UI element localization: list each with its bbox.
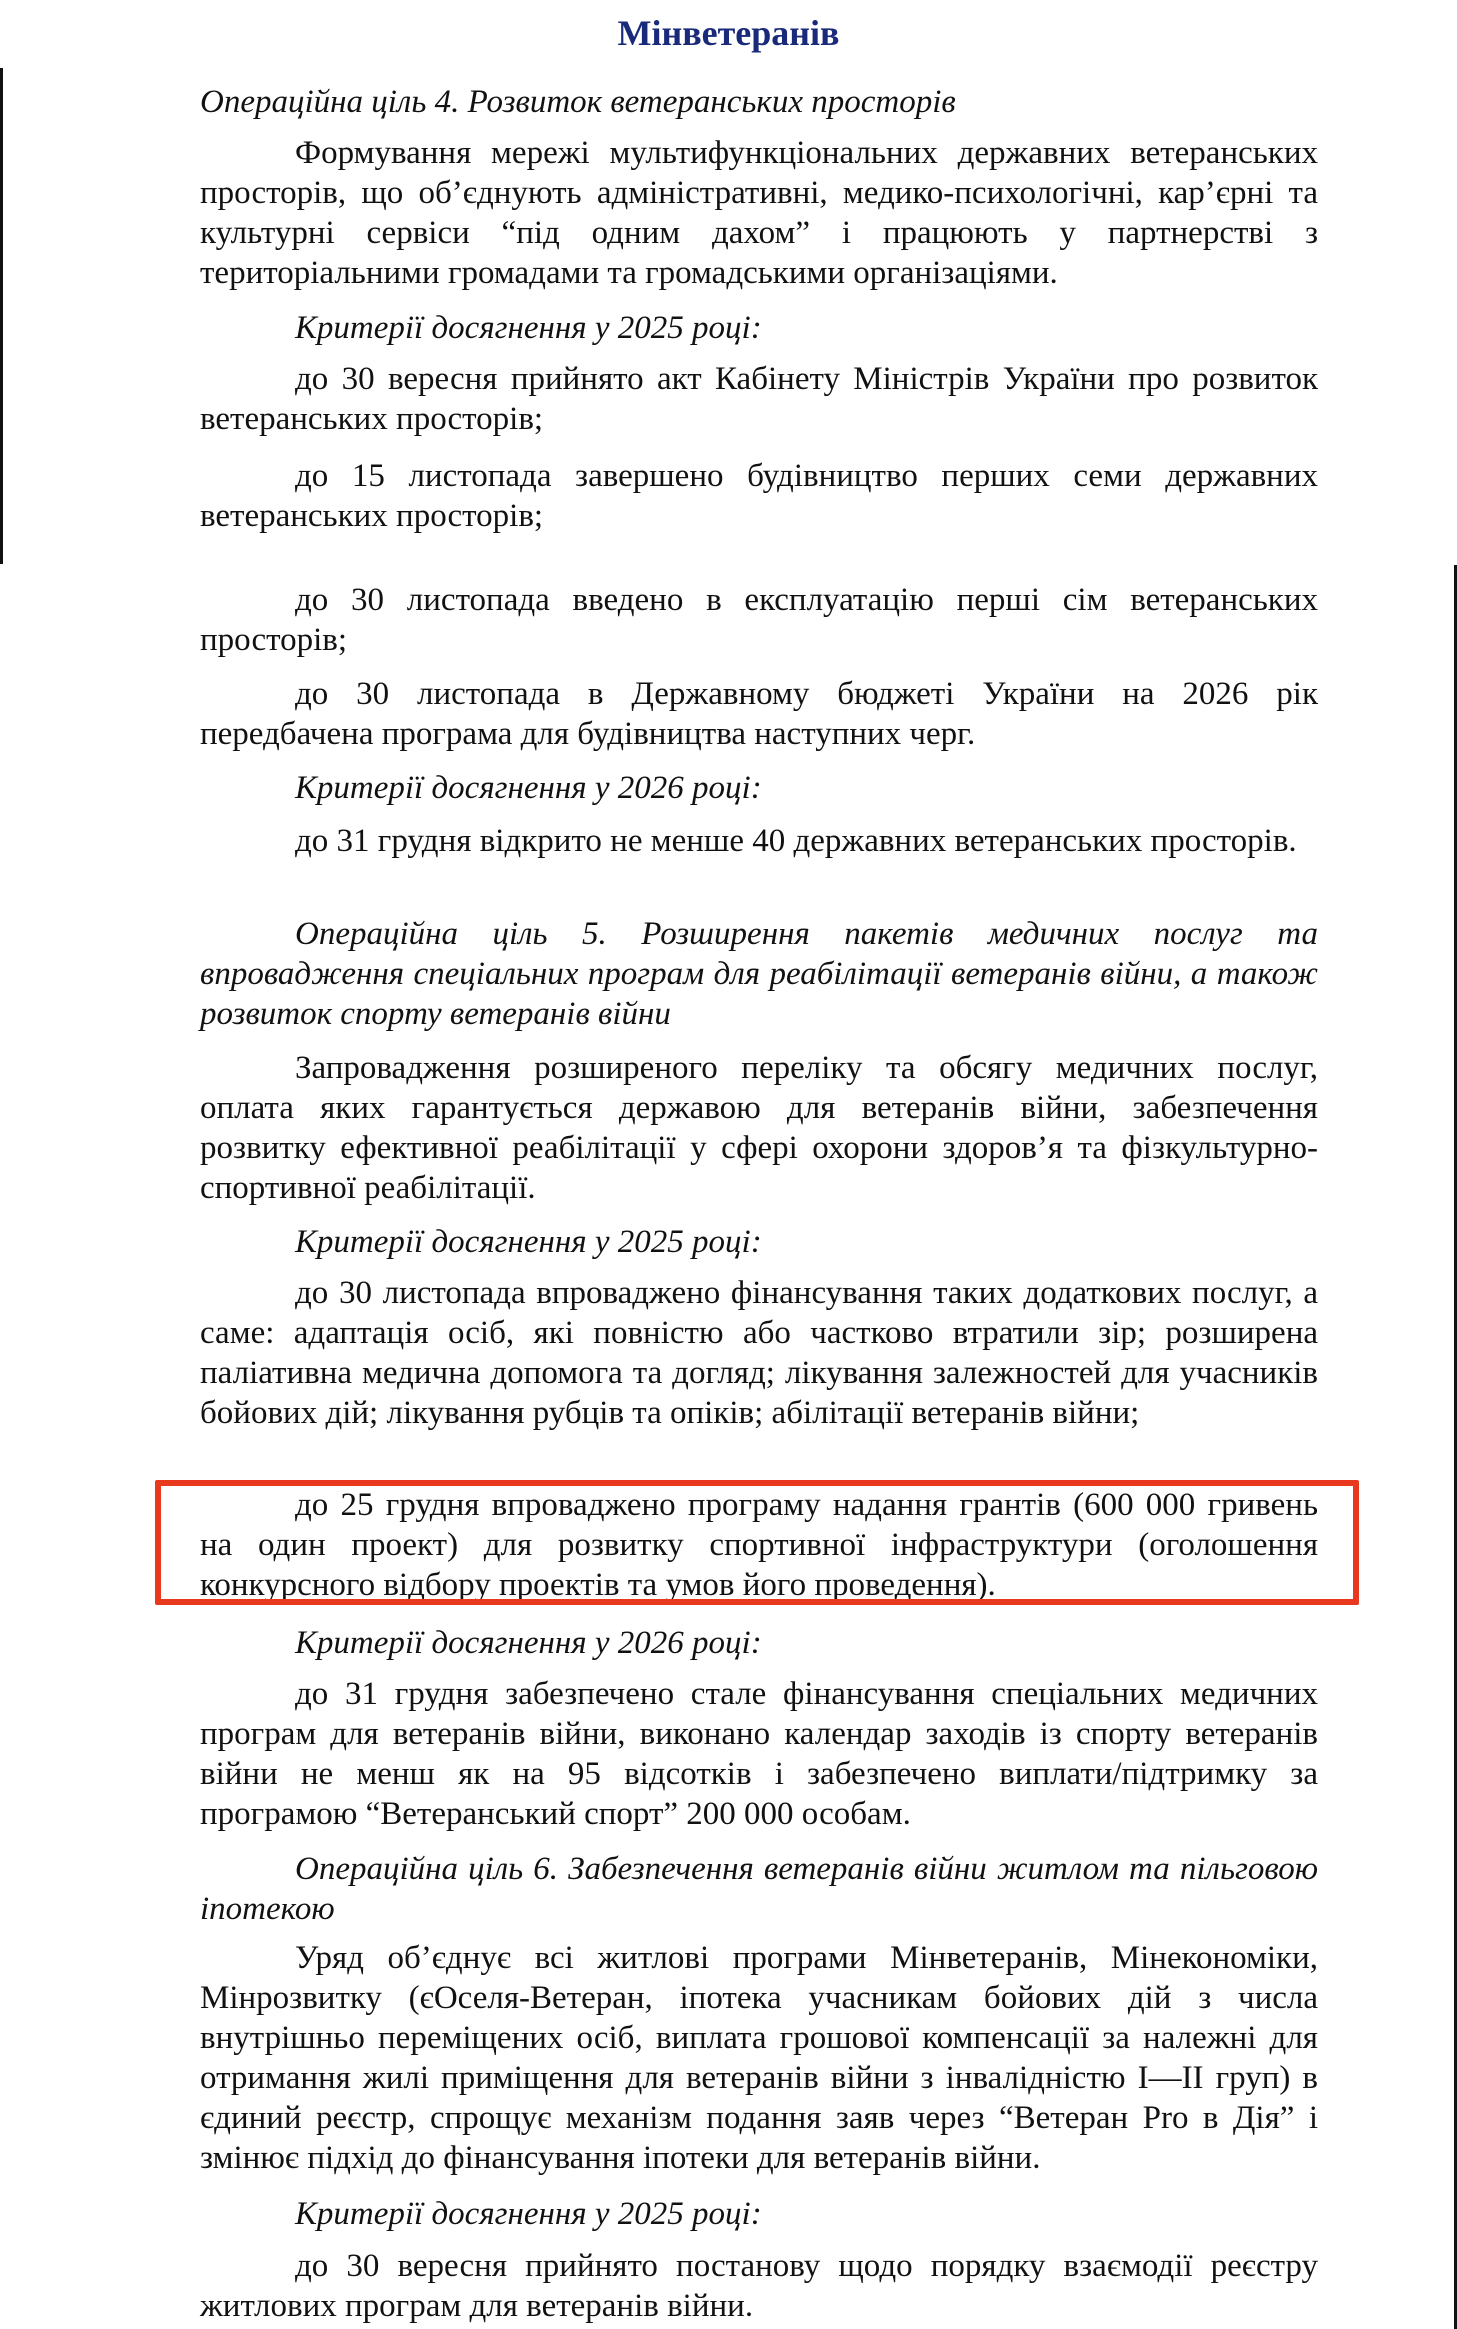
goal4-criteria-2026-heading: Критерії досягнення у 2026 році:	[295, 770, 762, 806]
goal4-item-3-block	[200, 580, 1318, 660]
goal4-criteria-item: до 30 листопада в Державному бюджеті України на 2026 рік передбачена програма для будівництва наступних черг.	[200, 676, 1318, 752]
goal5-text-block	[200, 1048, 1318, 1208]
goal6-criteria-2025-block	[200, 2194, 1318, 2234]
goal4-title-block	[200, 82, 1318, 122]
goal4-title: Операційна ціль 4. Розвиток ветеранських просторів	[200, 84, 956, 120]
goal5-title: Операційна ціль 5. Розширення пакетів медичних послуг та впровадження спеціальних програм для реабілітації ветеранів війни, а також розвиток спорту ветеранів війни	[200, 916, 1318, 1032]
goal4-item-2-block	[200, 456, 1318, 536]
goal5-description: Запровадження розширеного переліку та обсягу медичних послуг, оплата яких гарантується державою для ветеранів війни, забезпечення розвитку ефективної реабілітації у сфері охорони здоров’я та фізкультурно-спортивної реабілітації.	[200, 1050, 1318, 1206]
left-margin-line	[0, 68, 3, 564]
goal5-criteria-item: до 30 листопада впроваджено фінансування таких додаткових послуг, а саме: адаптація осіб, які повністю або частково втратили зір; розширена паліативна медична допомога та догляд; лікування залежностей для учасників бойових дій; лікування рубців та опіків; абілітації ветеранів війни;	[200, 1275, 1318, 1431]
goal6-text-block	[200, 1938, 1318, 2178]
goal5-criteria-2025-heading: Критерії досягнення у 2025 році:	[295, 1224, 762, 1260]
goal4-criteria-2025-heading: Критерії досягнення у 2025 році:	[295, 310, 762, 346]
goal5-criteria-item: до 31 грудня забезпечено стале фінансування спеціальних медичних програм для ветеранів війни, виконано календар заходів із спорту ветеранів війни не менш як на 95 відсотків і забезпечено виплати/підтримку за програмою “Ветеранський спорт” 200 000 особам.	[200, 1676, 1318, 1832]
goal4-text-block	[200, 133, 1318, 293]
highlight-box	[155, 1480, 1359, 1605]
goal6-item-1-block	[200, 2246, 1318, 2326]
goal4-description: Формування мережі мультифункціональних державних ветеранських просторів, що об’єднують адміністративні, медико-психологічні, кар’єрні та культурні сервіси “під одним дахом” і працюють у партнерстві з територіальними громадами та громадськими організаціями.	[200, 135, 1318, 291]
goal4-criteria-2025-block	[200, 308, 1318, 348]
goal5-title-block	[200, 914, 1318, 1034]
goal4-criteria-2026-block	[200, 768, 1318, 808]
goal5-criteria-2026-block	[200, 1623, 1318, 1663]
goal5-item-1-block	[200, 1273, 1318, 1433]
goal5-item-2026-block	[200, 1674, 1318, 1834]
goal4-item-4-block	[200, 674, 1318, 754]
goal6-criteria-2025-heading: Критерії досягнення у 2025 році:	[295, 2196, 762, 2232]
goal4-criteria-item: до 30 листопада введено в експлуатацію перші сім ветеранських просторів;	[200, 582, 1318, 658]
goal6-title-block	[200, 1849, 1318, 1929]
goal5-criteria-2025-block	[200, 1222, 1318, 1262]
goal4-criteria-item: до 31 грудня відкрито не менше 40 державних ветеранських просторів.	[295, 823, 1297, 859]
goal5-grant-item: до 25 грудня впроваджено програму надання грантів (600 000 гривень на один проект) для розвитку спортивної інфраструктури (оголошення конкурсного відбору проектів та умов його проведення).	[200, 1487, 1318, 1603]
goal4-criteria-item: до 30 вересня прийнято акт Кабінету Міністрів України про розвиток ветеранських просторів;	[200, 361, 1318, 437]
goal6-description: Уряд об’єднує всі житлові програми Мінветеранів, Мінекономіки, Мінрозвитку (єОселя-Ветеран, іпотека учасникам бойових дій з числа внутрішньо переміщених осіб, виплата грошової компенсації за належні для отримання жилі приміщення для ветеранів війни з інвалідністю I—II груп) в єдиний реєстр, спрощує механізм подання заяв через “Ветеран Pro в Дія” і змінює підхід до фінансування іпотеки для ветеранів війни.	[200, 1940, 1318, 2176]
goal5-criteria-2026-heading: Критерії досягнення у 2026 році:	[295, 1625, 762, 1661]
goal4-item-2026-block	[200, 821, 1318, 861]
goal6-criteria-item: до 30 вересня прийнято постанову щодо порядку взаємодії реєстру житлових програм для ветеранів війни.	[200, 2248, 1318, 2324]
goal4-criteria-item: до 15 листопада завершено будівництво перших семи державних ветеранських просторів;	[200, 458, 1318, 534]
goal6-title: Операційна ціль 6. Забезпечення ветеранів війни житлом та пільговою іпотекою	[200, 1851, 1318, 1927]
page-header: Мінветеранів	[617, 13, 840, 53]
goal4-item-1-block	[200, 359, 1318, 439]
